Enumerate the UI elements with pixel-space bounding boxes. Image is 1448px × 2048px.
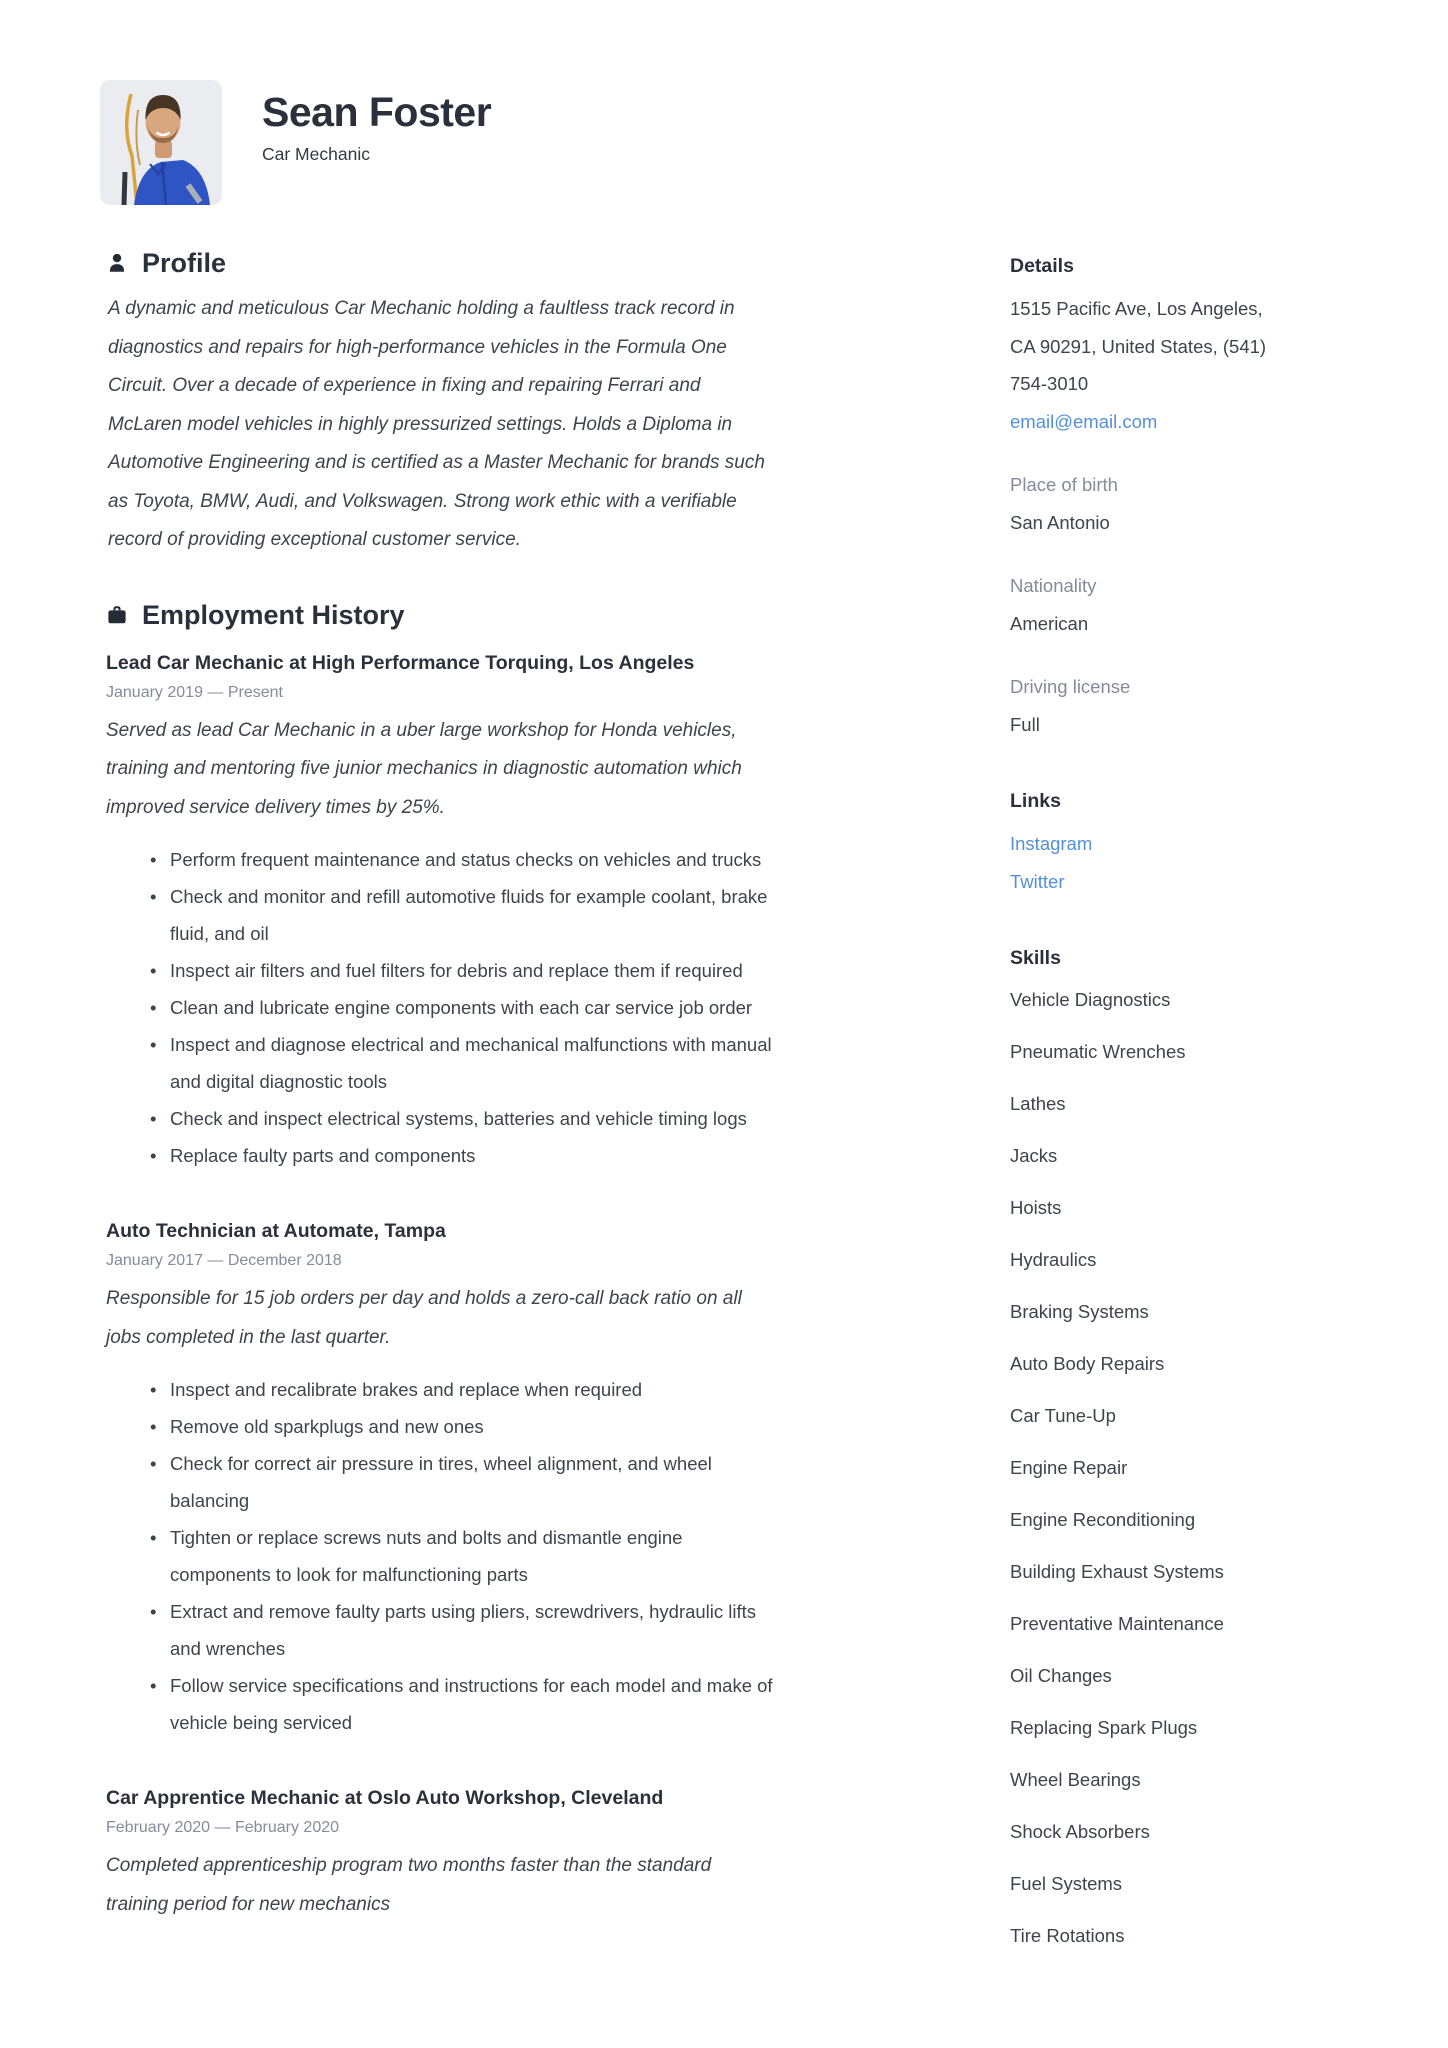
skill-item: Hydraulics [1010,1249,1097,1270]
skill-item: Engine Reconditioning [1010,1509,1196,1530]
job-bullet: • Clean and lubricate engine components with each car service job order [106,989,786,1026]
employment-heading: Employment History [142,599,405,630]
job-bullet: • Check for correct air pressure in tires, wheel alignment, and wheel balancing [106,1445,786,1519]
skill-item: Braking Systems [1010,1301,1149,1322]
job-title: Auto Technician at Automate, Tampa [106,1220,446,1242]
address-line: 1515 Pacific Ave, Los Angeles, [1010,298,1263,319]
place-of-birth-field [1010,466,1360,541]
driving-license-label: Driving license [1010,676,1131,697]
job-bullet: • Inspect air filters and fuel filters for debris and replace them if required [106,952,786,989]
profile-section [106,246,786,560]
skill-item: Pneumatic Wrenches [1010,1041,1186,1062]
skill-item: Auto Body Repairs [1010,1353,1165,1374]
links-section [1010,789,1360,900]
skill-item: Oil Changes [1010,1665,1112,1686]
address-line: 754-3010 [1010,373,1089,394]
briefcase-icon [106,604,128,626]
job-bullet-list [106,1371,786,1741]
profile-summary: A dynamic and meticulous Car Mechanic holding a faultless track record in diagnostics and repairs for high-performance vehicles in the Formula One Circuit. Over a decade of experience in fixing and repairing Ferrari and McLaren model vehicles in highly pressurized settings. Holds a Diploma in Automotive Engineering and is certified as a Master Mechanic for brands such as Toyota, BMW, Audi, and Volkswagen. Strong work ethic with a verifiable record of providing exceptional customer service. [108,298,765,550]
address-block [1010,290,1360,440]
job-summary: Responsible for 15 job orders per day and holds a zero-call back ratio on all jobs completed in the last quarter. [106,1288,742,1348]
skill-item: Hoists [1010,1197,1062,1218]
skill-item: Lathes [1010,1093,1066,1114]
main-column [106,246,786,1924]
job-title: Car Apprentice Mechanic at Oslo Auto Workshop, Cleveland [106,1787,664,1809]
twitter-link[interactable]: Twitter [1010,870,1065,892]
skill-item: Building Exhaust Systems [1010,1561,1224,1582]
skill-item: Car Tune-Up [1010,1405,1116,1426]
job-entry [106,1785,786,1924]
nationality-field [1010,567,1360,642]
skill-item: Jacks [1010,1145,1058,1166]
job-bullet-list [106,841,786,1174]
job-dates: January 2019 — Present [106,683,283,701]
place-of-birth-label: Place of birth [1010,474,1118,495]
job-bullet: • Perform frequent maintenance and status checks on vehicles and trucks [106,841,786,878]
skills-list [1010,988,1360,1948]
job-bullet: • Remove old sparkplugs and new ones [106,1408,786,1445]
driving-license-value: Full [1010,713,1040,735]
driving-license-field [1010,668,1360,743]
job-bullet: • Tighten or replace screws nuts and bolts and dismantle engine components to look for malfunctioning parts [106,1519,786,1593]
skill-item: Preventative Maintenance [1010,1613,1224,1634]
person-icon [106,252,128,274]
job-dates: February 2020 — February 2020 [106,1819,340,1836]
job-entry [106,1218,786,1741]
job-bullet: • Check and inspect electrical systems, batteries and vehicle timing logs [106,1100,786,1137]
person-job-title: Car Mechanic [262,144,370,164]
job-bullet: • Follow service specifications and instructions for each model and make of vehicle being serviced [106,1667,786,1741]
nationality-value: American [1010,612,1089,634]
job-bullet: • Inspect and diagnose electrical and mechanical malfunctions with manual and digital diagnostic tools [106,1026,786,1100]
profile-photo [100,80,222,205]
job-summary: Completed apprenticeship program two months faster than the standard training period for new mechanics [106,1855,712,1915]
skill-item: Shock Absorbers [1010,1821,1150,1842]
email-link[interactable]: email@email.com [1010,410,1158,432]
mechanic-portrait-illustration [100,80,222,205]
job-bullet: • Inspect and recalibrate brakes and replace when required [106,1371,786,1408]
employment-section [106,598,786,1925]
job-entry [106,650,786,1175]
details-heading: Details [1010,255,1074,277]
sidebar [1010,254,1360,1976]
job-bullet: • Extract and remove faulty parts using pliers, screwdrivers, hydraulic lifts and wrenches [106,1593,786,1667]
job-summary: Served as lead Car Mechanic in a uber large workshop for Honda vehicles, training and mentoring five junior mechanics in diagnostic automation which improved service delivery times by 25%. [106,719,742,818]
address-line: CA 90291, United States, (541) [1010,335,1267,357]
skills-section [1010,946,1360,1948]
job-bullet: • Replace faulty parts and components [106,1137,786,1174]
skill-item: Wheel Bearings [1010,1769,1141,1790]
skill-item: Replacing Spark Plugs [1010,1717,1198,1738]
profile-heading: Profile [142,248,227,278]
nationality-label: Nationality [1010,575,1097,596]
skill-item: Engine Repair [1010,1457,1128,1478]
person-name: Sean Foster [262,89,492,135]
instagram-link[interactable]: Instagram [1010,833,1093,854]
job-dates: January 2017 — December 2018 [106,1252,342,1269]
skill-item: Vehicle Diagnostics [1010,989,1171,1010]
place-of-birth-value: San Antonio [1010,511,1110,533]
skill-item: Tire Rotations [1010,1925,1125,1946]
skills-heading: Skills [1010,947,1061,969]
job-bullet: • Check and monitor and refill automotive fluids for example coolant, brake fluid, and oil [106,878,786,952]
header [262,88,491,165]
skill-item: Fuel Systems [1010,1873,1123,1894]
links-heading: Links [1010,790,1061,812]
job-title: Lead Car Mechanic at High Performance Torquing, Los Angeles [106,651,695,674]
